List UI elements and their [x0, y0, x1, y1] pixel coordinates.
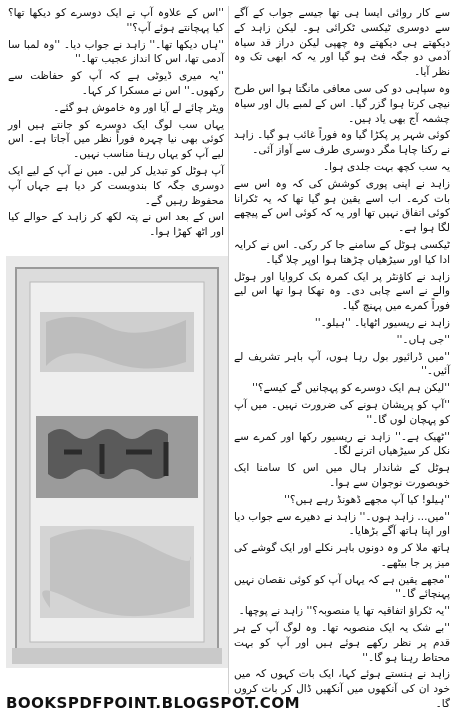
text-paragraph: آپ ہوٹل کو تبدیل کر لیں۔ میں نے آپ کے لیے ایک دوسری جگہ کا بندوبست کر دیا ہے جہاں آپ محفوظ رہیں گے۔ [8, 164, 224, 207]
text-paragraph: وہ سپاہی دو کی سی معافی مانگتا ہوا اس طرح نیچی کرتا ہوا گزر گیا۔ اس کے لمبے بال اور سیاہ چشمہ آج بھی یاد ہیں۔ [234, 82, 450, 125]
text-paragraph: زاہد نے کاؤنٹر پر ایک کمرہ بک کروایا اور ہوٹل والے نے اسے چابی دی۔ وہ تھکا ہوا تھا اس لیے فوراً کمرے میں پہنچ گیا۔ [234, 270, 450, 313]
text-paragraph: زاہد نے ریسیور اٹھایا۔ ''ہیلو۔'' [314, 316, 450, 329]
column-divider [228, 6, 229, 694]
text-paragraph: زاہد نے اپنی پوری کوشش کی کہ وہ اس سے بات کرے۔ اب اسے یقین ہو گیا تھا کہ یہ ٹکرانا کوئی اتفاق نہیں تھا اور یہ کہ کوئی اس کے پیچھے لگا ہوا ہے۔ [234, 177, 450, 235]
text-paragraph: ''ہیلو! کیا آپ مجھے ڈھونڈ رہے ہیں؟'' [284, 493, 450, 506]
text-paragraph: ''یہ ٹکراؤ اتفاقیہ تھا یا منصوبہ؟'' زاہد نے پوچھا۔ [238, 605, 450, 618]
illustration-graphic [6, 256, 228, 668]
text-paragraph: کوئی شہر پر پکڑا گیا وہ فوراً غائب ہو گیا۔ زاہد نے رکنا چاہا مگر دوسری طرف سے آواز آئی۔ [234, 129, 450, 157]
text-paragraph: ''ہاں دیکھا تھا۔'' زاہد نے جواب دیا۔ ''وہ لمبا سا آدمی تھا، اس کا انداز عجیب تھا۔'' [8, 38, 224, 66]
text-paragraph: یہاں سب لوگ ایک دوسرے کو جانتے ہیں اور کوئی بھی نیا چہرہ فوراً نظر میں آجاتا ہے۔ اس لیے آپ کو یہاں رہنا مناسب نہیں۔ [8, 118, 224, 161]
text-paragraph: زاہد نے ہنستے ہوئے کہا، ایک بات کہوں کہ میں خود ان کی آنکھوں میں آنکھیں ڈال کر بات کروں گا۔ [234, 668, 450, 711]
text-paragraph: ویٹر چائے لے آیا اور وہ خاموش ہو گئے۔ [53, 101, 224, 114]
text-paragraph: ٹیکسی ہوٹل کے سامنے جا کر رکی۔ اس نے کرایہ ادا کیا اور سیڑھیاں چڑھتا ہوا اوپر چلا گیا۔ [234, 238, 450, 266]
text-paragraph: ''میں ڈرائیور بول رہا ہوں، آپ باہر تشریف لے آئیں۔'' [234, 350, 450, 378]
text-paragraph: ''یہ میری ڈیوٹی ہے کہ آپ کو حفاظت سے رکھوں۔'' اس نے مسکرا کر کہا۔ [8, 70, 224, 97]
text-paragraph: ''جی ہاں۔'' [396, 333, 450, 346]
text-paragraph: ہوٹل کے شاندار ہال میں اس کا سامنا ایک خوبصورت نوجوان سے ہوا۔ [234, 462, 450, 489]
text-paragraph: اس کے بعد اس نے پتہ لکھ کر زاہد کے حوالے کیا اور اٹھ کھڑا ہوا۔ [8, 211, 224, 239]
text-paragraph: ہاتھ ملا کر وہ دونوں باہر نکلے اور ایک گوشے کی میز پر جا بیٹھے۔ [234, 542, 450, 569]
site-watermark: BOOKSPDFPOINT.BLOGSPOT.COM [6, 694, 300, 712]
text-paragraph: ''مجھے یقین ہے کہ یہاں آپ کو کوئی نقصان نہیں پہنچائے گا۔'' [234, 573, 450, 601]
right-text-column [234, 6, 450, 711]
text-paragraph: ''آپ کو پریشان ہونے کی ضرورت نہیں۔ میں آپ کو پہچان لوں گا۔'' [234, 398, 450, 426]
text-paragraph: ''لیکن ہم ایک دوسرے کو پہچانیں گے کیسے؟'' [252, 382, 450, 395]
chapter-illustration [6, 256, 228, 668]
text-paragraph: ''بے شک یہ ایک منصوبہ تھا۔ وہ لوگ آپ کے ہر قدم پر نظر رکھے ہوئے ہیں اور آپ کو بہت محتاط رہنا ہو گا۔'' [234, 622, 450, 664]
text-paragraph: یہ سب کچھ بہت جلدی ہوا۔ [322, 160, 450, 173]
text-paragraph: ''ٹھیک ہے۔'' زاہد نے ریسیور رکھا اور کمرے سے نکل کر سیڑھیاں اترنے لگا۔ [234, 430, 450, 458]
left-text-column [8, 6, 224, 252]
text-paragraph: سے کار روائی ایسا ہی تھا جیسے جواب کے آگے سے دوسری ٹیکسی ٹکرائی ہو۔ لیکن زاہد کے دیکھتے ہی دیکھتے وہ چھپی لیکن دراز قد سیاہ آدمی دو جگہ فٹ ہو گیا اور یہ کہ ابھی تک وہ نظر آیا۔ [234, 7, 450, 79]
text-paragraph: ''میں... زاہد ہوں۔'' زاہد نے دھیرے سے جواب دیا اور اپنا ہاتھ آگے بڑھایا۔ [234, 510, 450, 538]
text-paragraph: ''اس کے علاوہ آپ نے ایک دوسرے کو دیکھا تھا؟ کیا پہچانتے ہوئے آپ؟'' [8, 7, 224, 34]
